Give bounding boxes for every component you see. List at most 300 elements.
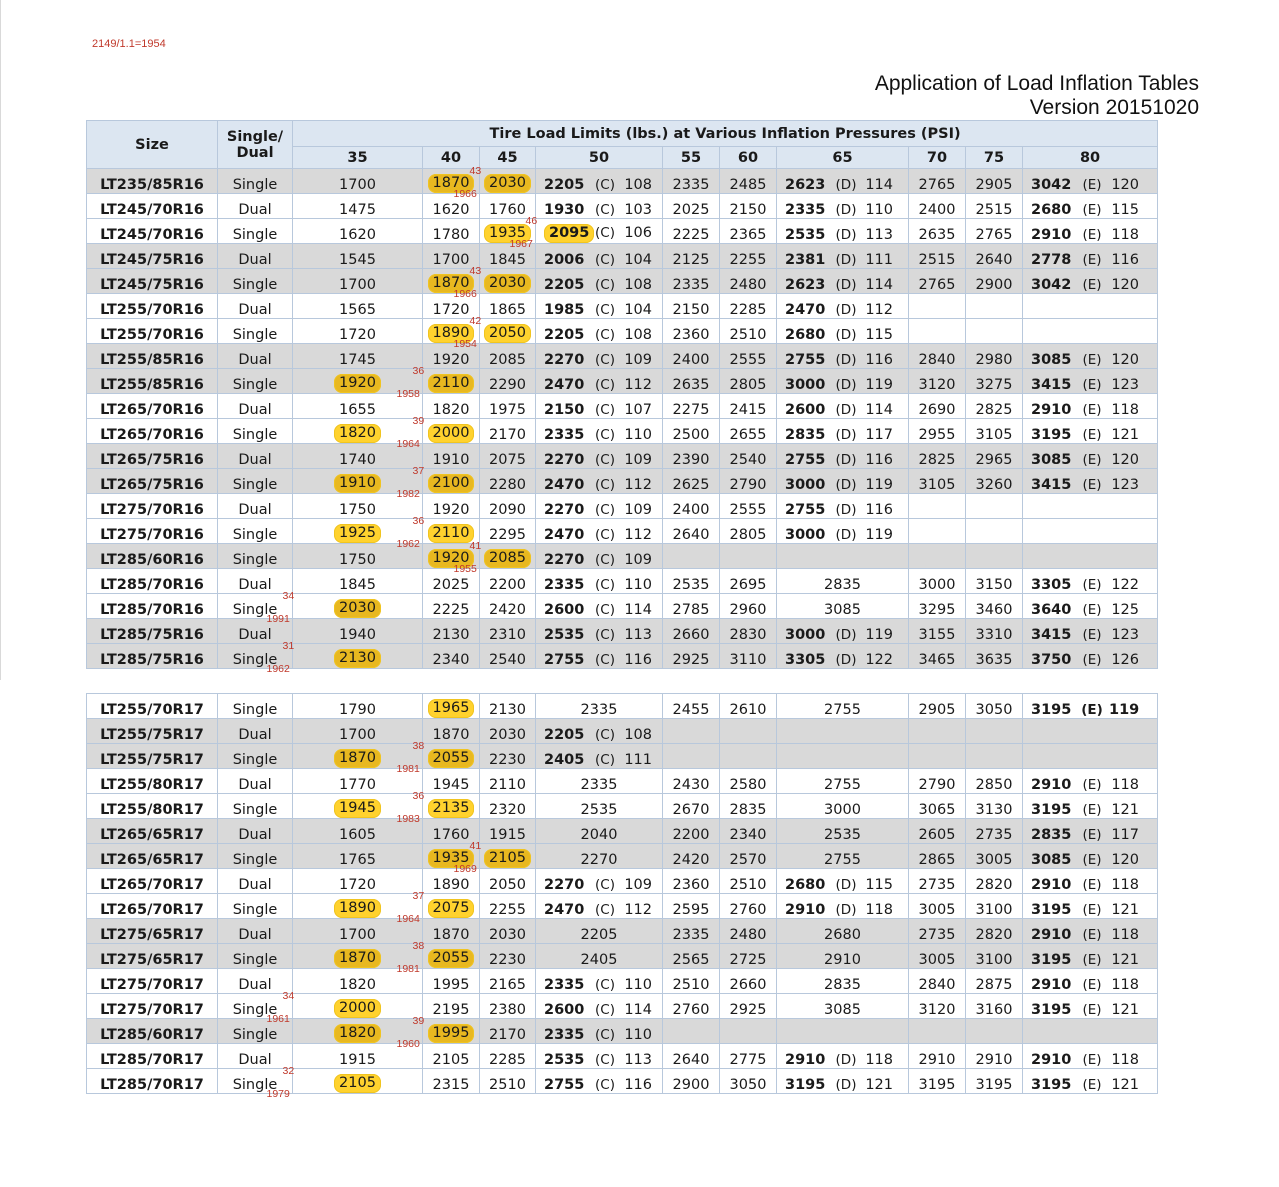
psi-40-cell-highlight: 2110 bbox=[428, 374, 475, 393]
psi-80-cell-load-index: 117 bbox=[1111, 827, 1139, 843]
psi-75-cell bbox=[966, 294, 1023, 319]
psi-35-cell: 1700 bbox=[293, 269, 423, 294]
psi-65-cell-load-range: (D) bbox=[835, 652, 857, 668]
psi-65-cell: 2755 bbox=[777, 844, 909, 869]
psi-45-cell: 1865 bbox=[480, 294, 536, 319]
psi-35-cell-highlight: 1945 bbox=[334, 799, 381, 818]
annotation-load: 1958 bbox=[396, 387, 420, 400]
annotation-pressure: 32 bbox=[282, 1064, 295, 1077]
psi-50-cell-load-range: (C) bbox=[595, 252, 615, 268]
psi-80-cell-load-range: (E) bbox=[1082, 602, 1102, 618]
psi-75-cell: 3100 bbox=[966, 894, 1023, 919]
psi-80-cell bbox=[1023, 344, 1158, 369]
psi-70-cell: 3155 bbox=[909, 619, 966, 644]
psi-45-cell: 2280 bbox=[480, 469, 536, 494]
psi-65-cell-load-range: (D) bbox=[835, 277, 857, 293]
psi-45-cell: 2230 bbox=[480, 944, 536, 969]
psi-75-cell: 3150 bbox=[966, 569, 1023, 594]
psi-50-cell-load-range: (C) bbox=[595, 202, 615, 218]
psi-50-cell-value: 2470 bbox=[544, 477, 585, 493]
psi-80-cell-load-range: (E) bbox=[1082, 877, 1102, 893]
psi-50-cell-load-index: 110 bbox=[624, 1027, 652, 1043]
psi-45-cell bbox=[480, 544, 536, 569]
header-psi-70: 70 bbox=[909, 147, 966, 169]
psi-80-cell-load-range: (E) bbox=[1082, 652, 1102, 668]
psi-35-cell-highlight: 2030 bbox=[334, 599, 381, 618]
psi-50-cell bbox=[536, 1019, 663, 1044]
psi-50-cell-load-index: 113 bbox=[624, 1052, 652, 1068]
size-cell: LT285/70R16 bbox=[87, 569, 218, 594]
table-row bbox=[87, 819, 1158, 844]
psi-65-cell bbox=[777, 194, 909, 219]
psi-75-cell: 2910 bbox=[966, 1044, 1023, 1069]
psi-50-cell-value: 1930 bbox=[544, 202, 585, 218]
psi-80-cell-load-index: 121 bbox=[1111, 1077, 1139, 1093]
psi-50-cell-value: 2470 bbox=[544, 902, 585, 918]
psi-70-cell bbox=[909, 719, 966, 744]
psi-65-cell: 2835 bbox=[777, 969, 909, 994]
psi-65-cell-load-range: (D) bbox=[835, 502, 857, 518]
psi-80-cell bbox=[1023, 1019, 1158, 1044]
psi-65-cell-load-index: 113 bbox=[865, 227, 893, 243]
psi-80-cell-value: 3415 bbox=[1031, 377, 1072, 393]
psi-65-cell-load-range: (D) bbox=[835, 477, 857, 493]
table-row bbox=[87, 369, 1158, 394]
psi-45-cell: 2030 bbox=[480, 719, 536, 744]
psi-65-cell-load-index: 114 bbox=[865, 402, 893, 418]
psi-80-cell-load-range: (E) bbox=[1082, 852, 1102, 868]
psi-50-cell bbox=[536, 319, 663, 344]
single-dual-cell: Single bbox=[218, 794, 293, 819]
single-dual-cell: Dual bbox=[218, 244, 293, 269]
annotation-pressure: 42 bbox=[469, 314, 482, 327]
psi-60-cell: 2775 bbox=[720, 1044, 777, 1069]
psi-75-cell bbox=[966, 744, 1023, 769]
single-dual-cell: Dual bbox=[218, 919, 293, 944]
psi-40-cell: 1870 bbox=[423, 719, 480, 744]
size-cell: LT265/70R17 bbox=[87, 894, 218, 919]
psi-35-cell: 1820 bbox=[293, 969, 423, 994]
table-row bbox=[87, 844, 1158, 869]
psi-75-cell: 3005 bbox=[966, 844, 1023, 869]
annotation-pressure: 39 bbox=[412, 414, 425, 427]
size-cell: LT255/75R17 bbox=[87, 719, 218, 744]
psi-70-cell: 2605 bbox=[909, 819, 966, 844]
psi-80-cell-value: 2910 bbox=[1031, 402, 1072, 418]
psi-35-cell: 1740 bbox=[293, 444, 423, 469]
psi-50-cell-load-range: (C) bbox=[595, 652, 615, 668]
psi-80-cell-load-range: (E) bbox=[1082, 452, 1102, 468]
psi-50-cell-load-index: 111 bbox=[624, 752, 652, 768]
psi-50-cell-value: 2205 bbox=[544, 277, 585, 293]
psi-70-cell: 3005 bbox=[909, 894, 966, 919]
psi-35-cell-highlight: 1890 bbox=[334, 899, 381, 918]
psi-65-cell-load-index: 111 bbox=[865, 252, 893, 268]
psi-35-cell bbox=[293, 1069, 423, 1094]
psi-80-cell-load-index: 121 bbox=[1111, 802, 1139, 818]
psi-35-cell: 1565 bbox=[293, 294, 423, 319]
psi-75-cell: 2905 bbox=[966, 169, 1023, 194]
psi-80-cell-value: 2910 bbox=[1031, 777, 1072, 793]
psi-55-cell: 2400 bbox=[663, 494, 720, 519]
size-cell: LT285/70R17 bbox=[87, 1069, 218, 1094]
size-cell: LT285/60R16 bbox=[87, 544, 218, 569]
psi-45-cell: 2030 bbox=[480, 919, 536, 944]
psi-65-cell-value: 2470 bbox=[785, 302, 826, 318]
psi-50-cell-load-range: (C) bbox=[595, 1027, 615, 1043]
annotation-pressure: 36 bbox=[412, 514, 425, 527]
psi-50-cell-load-index: 112 bbox=[624, 477, 652, 493]
psi-65-cell-value: 3195 bbox=[785, 1077, 826, 1093]
psi-50-cell-load-range: (C) bbox=[595, 302, 615, 318]
psi-50-cell-load-index: 106 bbox=[624, 225, 652, 241]
psi-80-cell-load-range: (E) bbox=[1082, 577, 1102, 593]
psi-35-cell: 1845 bbox=[293, 569, 423, 594]
psi-45-cell: 2510 bbox=[480, 1069, 536, 1094]
psi-55-cell: 2510 bbox=[663, 969, 720, 994]
psi-45-cell: 2540 bbox=[480, 644, 536, 669]
psi-50-cell-load-index: 109 bbox=[624, 877, 652, 893]
psi-65-cell-value: 2910 bbox=[785, 1052, 826, 1068]
psi-80-cell-value: 3195 bbox=[1031, 802, 1072, 818]
psi-45-cell: 2310 bbox=[480, 619, 536, 644]
psi-80-cell-load-index: 123 bbox=[1111, 627, 1139, 643]
psi-50-cell-load-index: 108 bbox=[624, 277, 652, 293]
psi-60-cell: 2725 bbox=[720, 944, 777, 969]
psi-40-cell-highlight: 2075 bbox=[428, 899, 475, 918]
psi-60-cell: 2660 bbox=[720, 969, 777, 994]
psi-65-cell-load-range: (D) bbox=[835, 402, 857, 418]
single-dual-cell: Single bbox=[218, 169, 293, 194]
psi-50-cell bbox=[536, 644, 663, 669]
psi-55-cell: 2400 bbox=[663, 344, 720, 369]
single-dual-cell: Single bbox=[218, 844, 293, 869]
table-row bbox=[87, 1044, 1158, 1069]
psi-50-cell-load-index: 110 bbox=[624, 427, 652, 443]
psi-45-cell: 2200 bbox=[480, 569, 536, 594]
psi-45-cell: 2255 bbox=[480, 894, 536, 919]
psi-70-cell bbox=[909, 494, 966, 519]
psi-65-cell-value: 2535 bbox=[785, 227, 826, 243]
psi-40-cell: 2025 bbox=[423, 569, 480, 594]
psi-50-cell-load-index: 109 bbox=[624, 502, 652, 518]
psi-50-cell-load-index: 109 bbox=[624, 352, 652, 368]
psi-45-cell-highlight: 2105 bbox=[484, 849, 531, 868]
single-dual-cell: Dual bbox=[218, 394, 293, 419]
psi-75-cell: 2825 bbox=[966, 394, 1023, 419]
size-cell: LT255/80R17 bbox=[87, 769, 218, 794]
psi-70-cell: 3120 bbox=[909, 369, 966, 394]
psi-65-cell-load-index: 116 bbox=[865, 502, 893, 518]
psi-75-cell: 3160 bbox=[966, 994, 1023, 1019]
psi-80-cell-load-range: (E) bbox=[1082, 477, 1102, 493]
psi-65-cell-load-range: (D) bbox=[835, 527, 857, 543]
size-cell: LT255/85R16 bbox=[87, 344, 218, 369]
annotation-pressure: 38 bbox=[412, 739, 425, 752]
psi-75-cell: 2515 bbox=[966, 194, 1023, 219]
header-psi-60: 60 bbox=[720, 147, 777, 169]
psi-65-cell bbox=[777, 894, 909, 919]
psi-50-cell bbox=[536, 994, 663, 1019]
psi-50-cell-load-index: 109 bbox=[624, 452, 652, 468]
size-cell: LT275/65R17 bbox=[87, 919, 218, 944]
table-row bbox=[87, 394, 1158, 419]
psi-40-cell bbox=[423, 469, 480, 494]
psi-50-cell-load-index: 110 bbox=[624, 977, 652, 993]
psi-80-cell bbox=[1023, 219, 1158, 244]
psi-35-cell: 1700 bbox=[293, 919, 423, 944]
psi-40-cell: 1945 bbox=[423, 769, 480, 794]
psi-55-cell: 2565 bbox=[663, 944, 720, 969]
psi-80-cell-load-range: (E) bbox=[1082, 802, 1102, 818]
psi-45-cell bbox=[480, 319, 536, 344]
single-dual-cell: Single bbox=[218, 269, 293, 294]
psi-50-cell-value: 2600 bbox=[544, 1002, 585, 1018]
psi-80-cell-value: 3640 bbox=[1031, 602, 1072, 618]
psi-65-cell-load-index: 116 bbox=[865, 352, 893, 368]
psi-50-cell-load-index: 112 bbox=[624, 527, 652, 543]
psi-80-cell-load-index: 125 bbox=[1111, 602, 1139, 618]
psi-65-cell-load-index: 122 bbox=[865, 652, 893, 668]
psi-40-cell-highlight: 1965 bbox=[428, 699, 475, 718]
psi-80-cell bbox=[1023, 1044, 1158, 1069]
corner-note: 2149/1.1=1954 bbox=[92, 38, 166, 50]
psi-65-cell-load-range: (D) bbox=[835, 902, 857, 918]
psi-65-cell-value: 3000 bbox=[785, 527, 826, 543]
psi-70-cell: 2635 bbox=[909, 219, 966, 244]
psi-50-cell-load-range: (C) bbox=[595, 377, 615, 393]
psi-50-cell bbox=[536, 969, 663, 994]
psi-65-cell-value: 2680 bbox=[785, 327, 826, 343]
psi-65-cell-load-range: (D) bbox=[835, 1077, 857, 1093]
psi-80-cell-load-range: (E) bbox=[1082, 427, 1102, 443]
psi-80-cell-value: 2680 bbox=[1031, 202, 1072, 218]
psi-65-cell-load-index: 114 bbox=[865, 277, 893, 293]
psi-80-cell bbox=[1023, 619, 1158, 644]
psi-80-cell-load-index: 121 bbox=[1111, 1002, 1139, 1018]
psi-35-cell: 1940 bbox=[293, 619, 423, 644]
psi-65-cell-load-range: (D) bbox=[835, 202, 857, 218]
psi-75-cell: 3310 bbox=[966, 619, 1023, 644]
single-dual-cell: Single bbox=[218, 219, 293, 244]
psi-65-cell-value: 2623 bbox=[785, 177, 826, 193]
single-dual-cell: Single bbox=[218, 994, 293, 1019]
psi-55-cell: 2760 bbox=[663, 994, 720, 1019]
size-cell: LT275/70R16 bbox=[87, 494, 218, 519]
psi-70-cell: 2790 bbox=[909, 769, 966, 794]
table-row bbox=[87, 419, 1158, 444]
psi-50-cell bbox=[536, 619, 663, 644]
psi-50-cell-load-range: (C) bbox=[595, 727, 615, 743]
psi-40-cell-highlight: 1995 bbox=[428, 1024, 475, 1043]
size-cell: LT255/80R17 bbox=[87, 794, 218, 819]
psi-55-cell: 2535 bbox=[663, 569, 720, 594]
psi-40-cell-highlight: 2055 bbox=[428, 949, 475, 968]
annotation-pressure: 37 bbox=[412, 889, 425, 902]
psi-40-cell: 1700 bbox=[423, 244, 480, 269]
psi-75-cell: 3460 bbox=[966, 594, 1023, 619]
psi-80-cell bbox=[1023, 644, 1158, 669]
psi-50-cell bbox=[536, 544, 663, 569]
psi-50-cell-value: 2470 bbox=[544, 377, 585, 393]
psi-65-cell-load-index: 115 bbox=[865, 877, 893, 893]
header-span-title: Tire Load Limits (lbs.) at Various Inflation Pressures (PSI) bbox=[293, 121, 1158, 147]
psi-40-cell bbox=[423, 369, 480, 394]
psi-70-cell: 2840 bbox=[909, 344, 966, 369]
psi-70-cell bbox=[909, 544, 966, 569]
psi-50-cell-value: 2755 bbox=[544, 652, 585, 668]
annotation-load: 1966 bbox=[453, 187, 477, 200]
header-psi-40: 40 bbox=[423, 147, 480, 169]
psi-65-cell-value: 2335 bbox=[785, 202, 826, 218]
psi-50-cell-load-index: 114 bbox=[624, 602, 652, 618]
psi-80-cell bbox=[1023, 194, 1158, 219]
psi-65-cell-value: 3000 bbox=[785, 477, 826, 493]
psi-50-cell-load-index: 108 bbox=[624, 327, 652, 343]
psi-80-cell-value: 2910 bbox=[1031, 977, 1072, 993]
psi-70-cell bbox=[909, 319, 966, 344]
psi-60-cell: 2830 bbox=[720, 619, 777, 644]
psi-55-cell: 2335 bbox=[663, 919, 720, 944]
psi-55-cell: 2455 bbox=[663, 694, 720, 719]
psi-65-cell bbox=[777, 219, 909, 244]
psi-35-cell bbox=[293, 994, 423, 1019]
header-psi-80: 80 bbox=[1023, 147, 1158, 169]
psi-40-cell: 1890 bbox=[423, 869, 480, 894]
psi-60-cell: 2580 bbox=[720, 769, 777, 794]
psi-40-cell: 2195 bbox=[423, 994, 480, 1019]
psi-50-cell bbox=[536, 744, 663, 769]
psi-45-cell: 2130 bbox=[480, 694, 536, 719]
psi-80-cell-load-index: 123 bbox=[1111, 377, 1139, 393]
psi-65-cell-value: 2381 bbox=[785, 252, 826, 268]
psi-65-cell bbox=[777, 719, 909, 744]
psi-50-cell-value: 2205 bbox=[544, 177, 585, 193]
psi-80-cell-load-range: (E) bbox=[1082, 952, 1102, 968]
psi-70-cell: 3465 bbox=[909, 644, 966, 669]
single-dual-cell: Dual bbox=[218, 194, 293, 219]
size-cell: LT245/75R16 bbox=[87, 244, 218, 269]
psi-80-cell bbox=[1023, 444, 1158, 469]
psi-55-cell: 2275 bbox=[663, 394, 720, 419]
psi-50-cell: 2205 bbox=[536, 919, 663, 944]
psi-55-cell: 2670 bbox=[663, 794, 720, 819]
psi-45-cell: 1760 bbox=[480, 194, 536, 219]
annotation-load: 1979 bbox=[266, 1087, 290, 1100]
header-size: Size bbox=[87, 121, 218, 169]
psi-35-cell-highlight: 1820 bbox=[334, 424, 381, 443]
annotation-pressure: 43 bbox=[469, 264, 482, 277]
header-single-dual-line1: Single/ bbox=[226, 128, 284, 145]
psi-45-cell: 2295 bbox=[480, 519, 536, 544]
single-dual-cell: Single bbox=[218, 644, 293, 669]
psi-45-cell: 2085 bbox=[480, 344, 536, 369]
psi-80-cell bbox=[1023, 894, 1158, 919]
psi-80-cell-load-index: 123 bbox=[1111, 477, 1139, 493]
psi-65-cell-load-range: (D) bbox=[835, 177, 857, 193]
psi-40-cell bbox=[423, 419, 480, 444]
psi-60-cell: 2790 bbox=[720, 469, 777, 494]
psi-75-cell: 3100 bbox=[966, 944, 1023, 969]
size-cell: LT255/70R16 bbox=[87, 319, 218, 344]
psi-40-cell-highlight: 2110 bbox=[428, 524, 475, 543]
psi-40-cell-highlight: 1890 bbox=[428, 324, 475, 343]
header-psi-75: 75 bbox=[966, 147, 1023, 169]
psi-50-cell-value: 2405 bbox=[544, 752, 585, 768]
psi-80-cell bbox=[1023, 319, 1158, 344]
psi-80-cell-value: 2910 bbox=[1031, 227, 1072, 243]
psi-65-cell: 2755 bbox=[777, 769, 909, 794]
psi-65-cell: 3000 bbox=[777, 794, 909, 819]
psi-75-cell: 2900 bbox=[966, 269, 1023, 294]
psi-65-cell-load-range: (D) bbox=[835, 352, 857, 368]
psi-80-cell bbox=[1023, 469, 1158, 494]
table-row bbox=[87, 244, 1158, 269]
psi-40-cell-highlight: 2055 bbox=[428, 749, 475, 768]
psi-50-cell-load-range: (C) bbox=[595, 427, 615, 443]
header-single-dual bbox=[218, 121, 293, 169]
psi-55-cell: 2360 bbox=[663, 319, 720, 344]
psi-80-cell-load-index: 122 bbox=[1111, 577, 1139, 593]
psi-80-cell-load-range: (E) bbox=[1081, 702, 1103, 718]
annotation-pressure: 46 bbox=[525, 214, 538, 227]
table-row bbox=[87, 569, 1158, 594]
psi-65-cell: 2680 bbox=[777, 919, 909, 944]
psi-50-cell-value: 2006 bbox=[544, 252, 585, 268]
psi-75-cell: 2765 bbox=[966, 219, 1023, 244]
psi-50-cell-value: 2335 bbox=[544, 427, 585, 443]
table-row bbox=[87, 644, 1158, 669]
psi-80-cell-value: 3085 bbox=[1031, 452, 1072, 468]
psi-70-cell: 2515 bbox=[909, 244, 966, 269]
psi-80-cell-load-range: (E) bbox=[1082, 202, 1102, 218]
psi-45-cell: 1845 bbox=[480, 244, 536, 269]
table-row bbox=[87, 619, 1158, 644]
psi-50-cell: 2040 bbox=[536, 819, 663, 844]
table-row bbox=[87, 319, 1158, 344]
single-dual-cell: Single bbox=[218, 694, 293, 719]
psi-50-cell: 2535 bbox=[536, 794, 663, 819]
psi-50-cell bbox=[536, 444, 663, 469]
psi-40-cell: 2130 bbox=[423, 619, 480, 644]
psi-60-cell: 2805 bbox=[720, 519, 777, 544]
annotation-load: 1991 bbox=[266, 612, 290, 625]
psi-65-cell-load-index: 119 bbox=[865, 377, 893, 393]
psi-40-cell: 1910 bbox=[423, 444, 480, 469]
psi-65-cell-value: 2910 bbox=[785, 902, 826, 918]
psi-65-cell-load-index: 116 bbox=[865, 452, 893, 468]
psi-75-cell: 3260 bbox=[966, 469, 1023, 494]
psi-80-cell-load-index: 116 bbox=[1111, 252, 1139, 268]
psi-60-cell bbox=[720, 544, 777, 569]
psi-65-cell-load-range: (D) bbox=[835, 452, 857, 468]
psi-70-cell: 3195 bbox=[909, 1069, 966, 1094]
psi-50-cell bbox=[536, 894, 663, 919]
psi-40-cell-highlight: 1870 bbox=[428, 174, 475, 193]
psi-55-cell: 2660 bbox=[663, 619, 720, 644]
psi-45-cell-highlight: 2085 bbox=[484, 549, 531, 568]
psi-60-cell: 3110 bbox=[720, 644, 777, 669]
psi-50-cell-load-range: (C) bbox=[595, 1077, 615, 1093]
annotation-load: 1981 bbox=[396, 762, 420, 775]
psi-50-cell-load-range: (C) bbox=[595, 1002, 615, 1018]
psi-60-cell: 2960 bbox=[720, 594, 777, 619]
psi-60-cell: 2285 bbox=[720, 294, 777, 319]
psi-65-cell-load-range: (D) bbox=[835, 1052, 857, 1068]
psi-80-cell-load-index: 120 bbox=[1111, 452, 1139, 468]
single-dual-cell: Dual bbox=[218, 344, 293, 369]
psi-40-cell bbox=[423, 1019, 480, 1044]
